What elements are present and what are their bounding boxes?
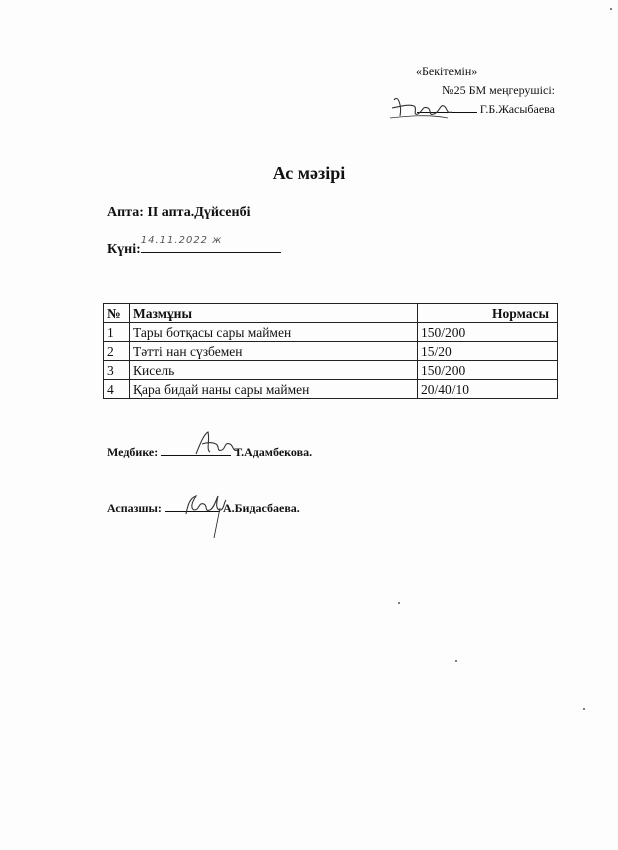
date-underline xyxy=(140,235,281,253)
row-number: 1 xyxy=(104,323,130,342)
head-signature xyxy=(388,92,458,126)
week-label: Апта: II апта.Дүйсенбі xyxy=(107,205,251,220)
nurse-name: Т.Адамбекова. xyxy=(234,445,313,459)
row-norm: 150/200 xyxy=(418,323,558,342)
row-item: Тары ботқасы сары маймен xyxy=(130,323,418,342)
row-number: 2 xyxy=(104,342,130,361)
scan-speck xyxy=(398,602,400,604)
cook-signature xyxy=(180,492,230,540)
table-row xyxy=(104,361,558,380)
row-item: Кисель xyxy=(130,361,418,380)
cook-label: Аспазшы: xyxy=(107,501,162,515)
date-label: Күні: xyxy=(107,242,141,257)
scan-speck xyxy=(610,8,612,10)
scan-speck xyxy=(455,660,457,662)
row-norm: 15/20 xyxy=(418,342,558,361)
cook-name: А.Бидасбаева. xyxy=(222,501,300,515)
row-item: Тәтті нан сүзбемен xyxy=(130,342,418,361)
header-content: Мазмұны xyxy=(130,304,418,323)
table-row xyxy=(104,380,558,399)
page-title: Ас мәзірі xyxy=(272,163,346,183)
nurse-signature xyxy=(192,430,242,460)
menu-table xyxy=(103,303,558,399)
nurse-label: Медбике: xyxy=(107,445,159,459)
date-row xyxy=(107,235,281,258)
scan-speck xyxy=(583,708,585,710)
row-number: 4 xyxy=(104,380,130,399)
row-number: 3 xyxy=(104,361,130,380)
approval-title: «Бекітемін» xyxy=(416,64,478,78)
table-row xyxy=(104,323,558,342)
header-number: № xyxy=(104,304,130,323)
approval-position: №25 БМ меңгерушісі: xyxy=(442,83,555,97)
row-norm: 20/40/10 xyxy=(418,380,558,399)
approval-head-name: Г.Б.Жасыбаева xyxy=(479,102,555,116)
table-header-row xyxy=(104,304,558,323)
date-handwritten: 14.11.2022 ж xyxy=(140,235,223,246)
table-row xyxy=(104,342,558,361)
row-item: Қара бидай наны сары маймен xyxy=(130,380,418,399)
row-norm: 150/200 xyxy=(418,361,558,380)
header-norm: Нормасы xyxy=(418,304,558,323)
